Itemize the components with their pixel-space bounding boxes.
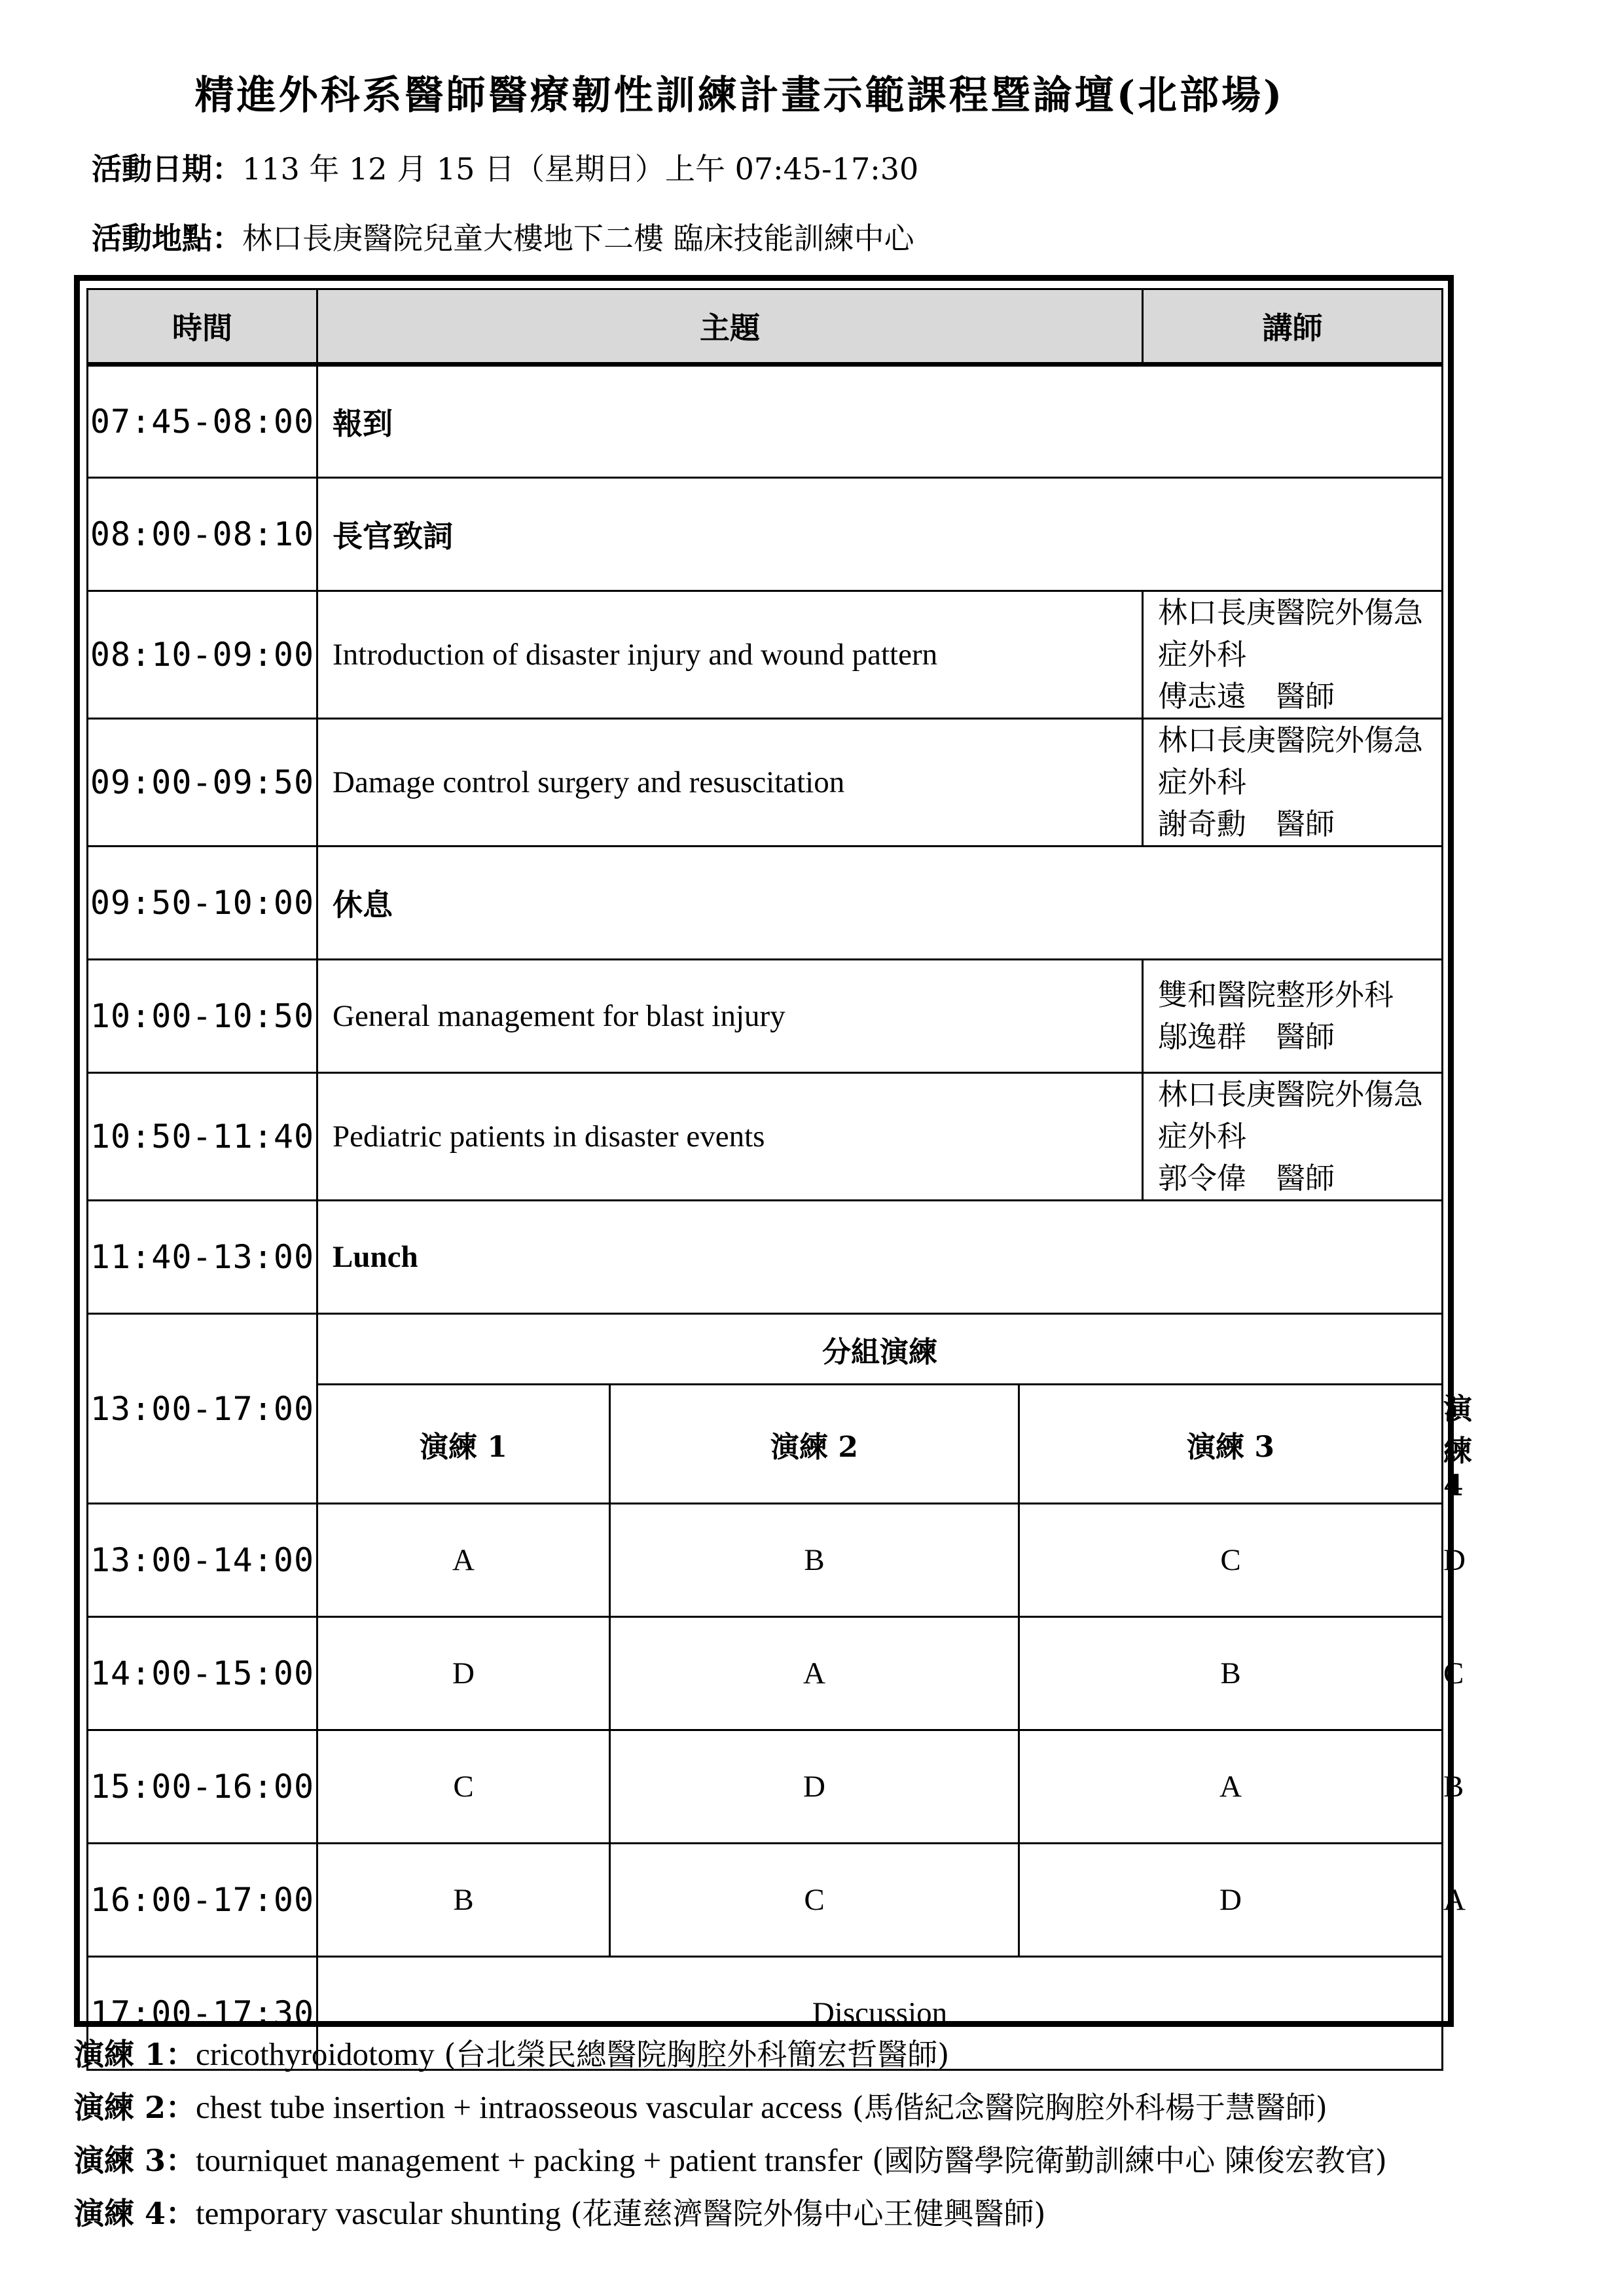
table-row (88, 719, 1443, 847)
row-topic: 休息 (317, 847, 1443, 960)
rotation-row: 15:00-16:00 C D A B (88, 1730, 1443, 1844)
event-date-value: 113 年 12 月 15 日（星期日）上午 07:45-17:30 (242, 151, 919, 187)
table-row (88, 960, 1443, 1073)
discussion-topic: Discussion (317, 1957, 1443, 2070)
drill-note (74, 2084, 1327, 2127)
row-speaker (1143, 719, 1443, 847)
rotation-row: 13:00-14:00 A B C D (88, 1504, 1443, 1617)
row-topic: Pediatric patients in disaster events (317, 1073, 1143, 1201)
drill-note (74, 2137, 1387, 2180)
drill-note-procedure: cricothyroidotomy (196, 2036, 435, 2072)
rotation-cell: C (1019, 1504, 1443, 1617)
rotation-row: 16:00-17:00 B C D A (88, 1844, 1443, 1957)
row-time: 17:00-17:30 (88, 1957, 317, 2070)
speaker-affiliation: 林口長庚醫院外傷急症外科 (1158, 1077, 1424, 1154)
row-topic: Damage control surgery and resuscitation (317, 719, 1143, 847)
group-time: 13:00-17:00 (88, 1314, 317, 1504)
row-topic: 長官致詞 (317, 478, 1443, 591)
row-topic: Lunch (317, 1201, 1443, 1314)
drill-note-label: 演練 2： (74, 2090, 196, 2125)
rotation-cell: C (610, 1844, 1019, 1957)
header-time: 時間 (88, 289, 317, 365)
drill-note-procedure: tourniquet management + packing + patient transfer (196, 2142, 863, 2178)
drill-note-instructor: (國防醫學院衛勤訓練中心 陳俊宏教官) (862, 2143, 1387, 2178)
header-speaker: 講師 (1143, 289, 1443, 365)
rotation-cell: D (610, 1730, 1019, 1844)
speaker-affiliation: 雙和醫院整形外科 (1158, 977, 1394, 1012)
rotation-cell: C (317, 1730, 610, 1844)
speaker-name: 謝奇勳 醫師 (1158, 807, 1335, 841)
row-time: 13:00-14:00 (88, 1504, 317, 1617)
drill-2-header: 演練 2 (610, 1385, 1019, 1504)
row-time: 16:00-17:00 (88, 1844, 317, 1957)
event-date-label: 活動日期： (92, 151, 242, 187)
drill-note-instructor: (馬偕紀念醫院胸腔外科楊于慧醫師) (842, 2090, 1327, 2125)
row-topic: 報到 (317, 365, 1443, 478)
speaker-name: 傅志遠 醫師 (1158, 679, 1335, 714)
event-place-label: 活動地點： (92, 221, 242, 256)
speaker-name: 鄔逸群 醫師 (1158, 1019, 1335, 1054)
row-topic: Introduction of disaster injury and wound pattern (317, 591, 1143, 719)
drill-1-header: 演練 1 (317, 1385, 610, 1504)
drill-note-instructor: (台北榮民總醫院胸腔外科簡宏哲醫師) (434, 2037, 950, 2072)
rotation-cell: B (317, 1844, 610, 1957)
rotation-cell: D (317, 1617, 610, 1730)
event-place-value: 林口長庚醫院兒童大樓地下二樓 臨床技能訓練中心 (242, 221, 914, 256)
speaker-name: 郭令偉 醫師 (1158, 1161, 1335, 1195)
row-time: 08:00-08:10 (88, 478, 317, 591)
drill-note-label: 演練 4： (74, 2196, 196, 2231)
drill-note-procedure: chest tube insertion + intraosseous vascular access (196, 2089, 843, 2125)
row-time: 14:00-15:00 (88, 1617, 317, 1730)
rotation-cell: A (317, 1504, 610, 1617)
rotation-cell: A (610, 1617, 1019, 1730)
row-time: 15:00-16:00 (88, 1730, 317, 1844)
table-row (88, 1201, 1443, 1314)
row-time: 09:50-10:00 (88, 847, 317, 960)
group-title-row (88, 1314, 1443, 1385)
row-time: 10:50-11:40 (88, 1073, 317, 1201)
speaker-affiliation: 林口長庚醫院外傷急症外科 (1158, 595, 1424, 672)
schedule-table (86, 288, 1473, 2071)
event-date (92, 145, 918, 189)
header-topic: 主題 (317, 289, 1143, 365)
row-time: 10:00-10:50 (88, 960, 317, 1073)
drill-note (74, 2190, 1045, 2233)
row-speaker (1143, 1073, 1443, 1201)
group-title: 分組演練 (317, 1314, 1443, 1385)
table-row (88, 1073, 1443, 1201)
drill-note-procedure: temporary vascular shunting (196, 2195, 561, 2231)
rotation-cell: A (1019, 1730, 1443, 1844)
table-row (88, 847, 1443, 960)
page-title: 精進外科系醫師醫療韌性訓練計畫示範課程暨論壇(北部場) (194, 73, 1285, 118)
row-time: 08:10-09:00 (88, 591, 317, 719)
rotation-cell: B (1019, 1617, 1443, 1730)
row-topic: General management for blast injury (317, 960, 1143, 1073)
drill-note (74, 2031, 949, 2074)
rotation-row: 14:00-15:00 D A B C (88, 1617, 1443, 1730)
drill-3-header: 演練 3 (1019, 1385, 1443, 1504)
table-header-row (88, 289, 1443, 365)
rotation-cell: B (610, 1504, 1019, 1617)
table-row (88, 478, 1443, 591)
row-time: 09:00-09:50 (88, 719, 317, 847)
drill-note-label: 演練 1： (74, 2037, 196, 2072)
row-speaker (1143, 960, 1443, 1073)
event-place (92, 215, 914, 258)
drill-note-label: 演練 3： (74, 2143, 196, 2178)
row-time: 07:45-08:00 (88, 365, 317, 478)
schedule-frame (74, 275, 1473, 2032)
row-time: 11:40-13:00 (88, 1201, 317, 1314)
table-row (88, 591, 1443, 719)
speaker-affiliation: 林口長庚醫院外傷急症外科 (1158, 723, 1424, 799)
drill-header-row: 演練 1 演練 2 演練 3 演練 4 (88, 1385, 1443, 1504)
rotation-cell: D (1019, 1844, 1443, 1957)
drill-note-instructor: (花蓮慈濟醫院外傷中心王健興醫師) (560, 2196, 1046, 2231)
table-row (88, 365, 1443, 478)
row-speaker (1143, 591, 1443, 719)
